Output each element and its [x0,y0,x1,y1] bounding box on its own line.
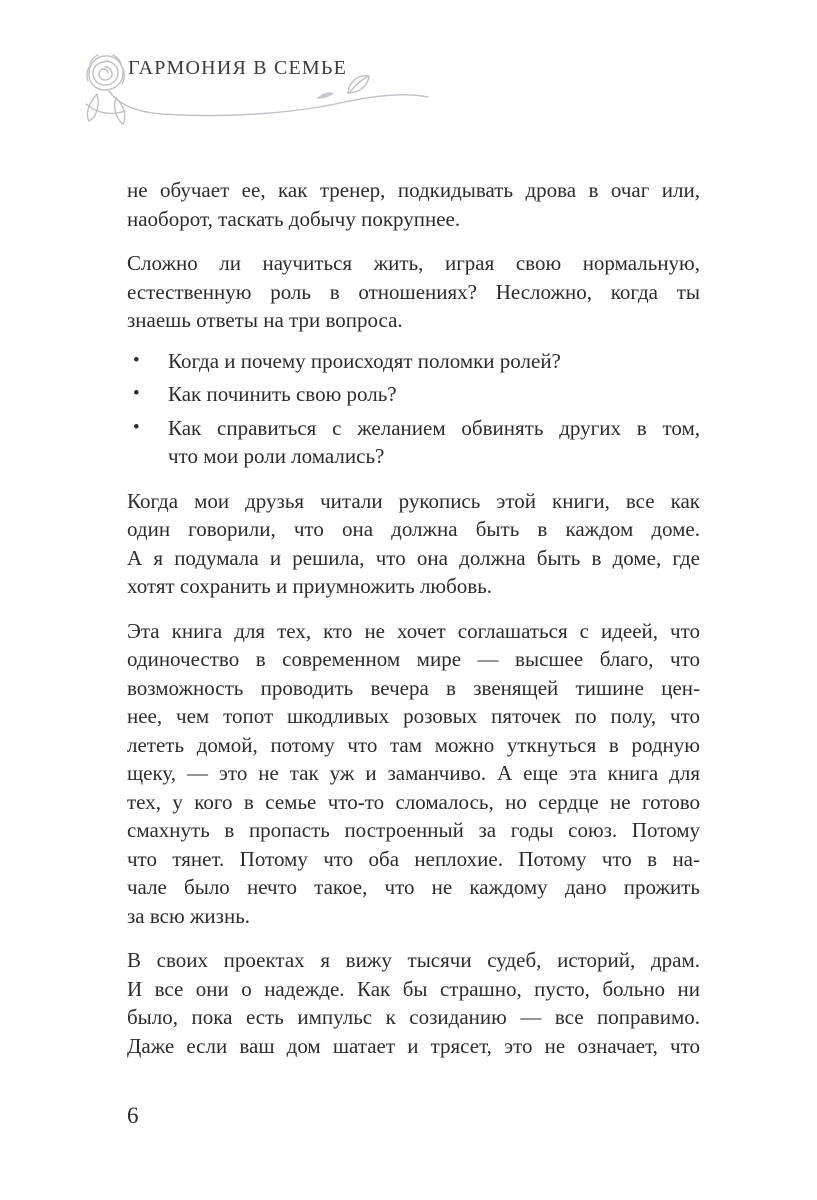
text-line: хотят сохранить и приумножить любовь. [127,574,493,598]
text-line: Эта книга для тех, кто не хочет соглашаться с идеей, что [127,618,700,643]
text-line: Как справиться с желанием обвинять других в том, [168,415,700,440]
bullet-item [127,347,700,376]
text-line: Как починить свою роль? [168,382,397,406]
bullet-item [127,414,700,471]
text-line: за всю жизнь. [127,903,251,928]
text-line: Когда мои друзья читали рукопись этой книги, все как [127,488,700,513]
paragraph [127,249,700,335]
bullet-list [127,347,700,471]
text-line: Даже если ваш дом шатает и трясет, это не означает, что [127,1033,700,1058]
text-line: чале было нечто такое, что не каждому дано прожить [127,875,700,899]
bullet-icon: • [133,416,140,438]
page-number: 6 [127,1103,139,1128]
page-body [127,176,700,1060]
text-line: что тянет. Потому что оба неплохие. Потому что в на- [127,846,700,871]
text-line: знаешь ответы на три вопроса. [127,308,403,332]
text-line: смахнуть в пропасть построенный за годы союз. Потому [127,818,700,842]
text-line: возможность проводить вечера в звенящей тишине цен- [127,675,700,700]
paragraph [127,946,700,1060]
text-line: И все они о надежде. Как бы страшно, пусто, больно ни [127,976,700,1001]
text-line: щеку, — это не так уж и заманчиво. А еще эта книга для [127,761,700,785]
text-line: было, пока есть импульс к созиданию — все поправимо. [127,1005,700,1029]
paragraph [127,487,700,601]
text-line: Сложно ли научиться жить, играя свою нормальную, [127,251,700,275]
text-line: Когда и почему происходят поломки ролей? [168,348,561,373]
text-line: один говорили, что она должна быть в каждом доме. [127,517,700,541]
bullet-item [127,380,700,409]
text-line: не обучает ее, как тренер, подкидывать дрова в очаг или, [127,178,700,202]
paragraph [127,617,700,931]
text-line: что мои роли ломались? [168,444,385,468]
text-line: нее, чем топот шкодливых розовых пяточек по полу, что [127,704,700,728]
text-line: наоборот, таскать добычу покрупнее. [127,206,461,231]
bullet-icon: • [133,349,140,371]
running-head: ГАРМОНИЯ В СЕМЬЕ [128,57,347,79]
paragraph [127,176,700,233]
text-line: естественную роль в отношениях? Несложно, когда ты [127,279,700,304]
text-line: лететь домой, потому что там можно уткнуться в родную [127,732,700,757]
bullet-icon: • [133,383,140,404]
text-line: А я подумала и решила, что она должна быть в доме, где [127,545,700,570]
text-line: одиночество в современном мире — высшее благо, что [127,647,700,671]
text-line: В своих проектах я вижу тысячи судеб, историй, драм. [127,948,700,972]
text-line: тех, у кого в семье что-то сломалось, но сердце не готово [127,789,700,814]
